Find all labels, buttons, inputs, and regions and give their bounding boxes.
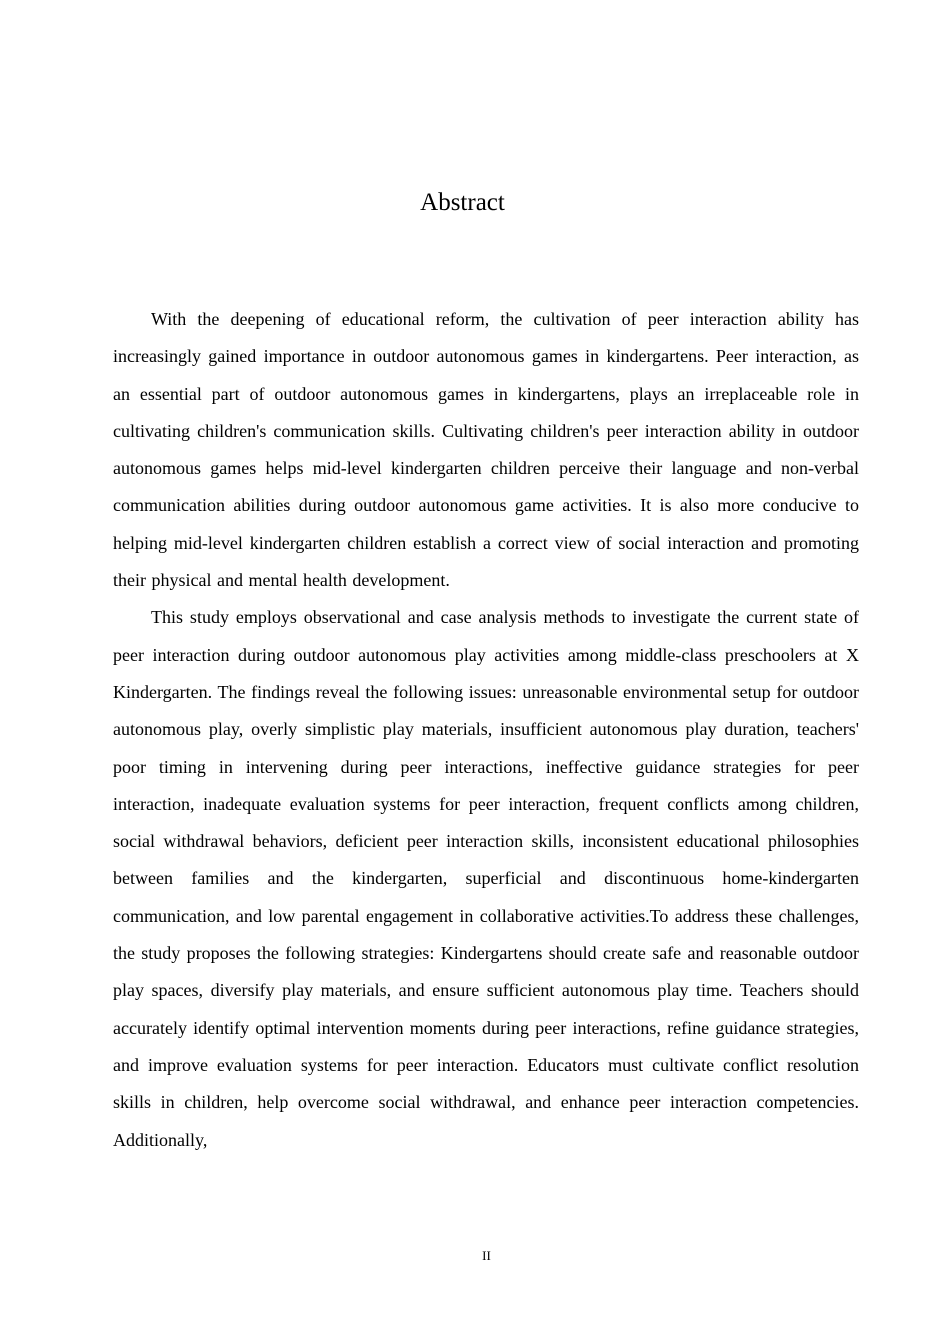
- page-title: Abstract: [420, 189, 505, 216]
- page-number: II: [482, 1248, 491, 1263]
- abstract-paragraph-2: This study employs observational and case analysis methods to investigate the current state of peer interaction during outdoor autonomous play activities among middle-class preschoolers at X Kindergarten. The findings reveal the following issues: unreasonable environmental setup for outdoor autonomous play, overly simplistic play materials, insufficient autonomous play duration, teachers' poor timing in intervening during peer interactions, ineffective guidance strategies for peer interaction, inadequate evaluation systems for peer interaction, frequent conflicts among children, social withdrawal behaviors, deficient peer interaction skills, inconsistent educational philosophies between families and the kindergarten, superficial and discontinuous home-kindergarten communication, and low parental engagement in collaborative activities.To address these challenges, the study proposes the following strategies: Kindergartens should create safe and reasonable outdoor play spaces, diversify play materials, and ensure sufficient autonomous play time. Teachers should accurately identify optimal intervention moments during peer interactions, refine guidance strategies, and improve evaluation systems for peer interaction. Educators must cultivate conflict resolution skills in children, help overcome social withdrawal, and enhance peer interaction competencies. Additionally,: [113, 607, 859, 1150]
- abstract-paragraph-1: With the deepening of educational reform, the cultivation of peer interaction ability has increasingly gained importance in outdoor autonomous games in kindergartens. Peer interaction, as an essential part of outdoor autonomous games in kindergartens, plays an irreplaceable role in cultivating children's communication skills. Cultivating children's peer interaction ability in outdoor autonomous games helps mid-level kindergarten children perceive their language and non-verbal communication abilities during outdoor autonomous game activities. It is also more conducive to helping mid-level kindergarten children establish a correct view of social interaction and promoting their physical and mental health development.: [113, 309, 859, 591]
- abstract-body: [113, 301, 859, 1159]
